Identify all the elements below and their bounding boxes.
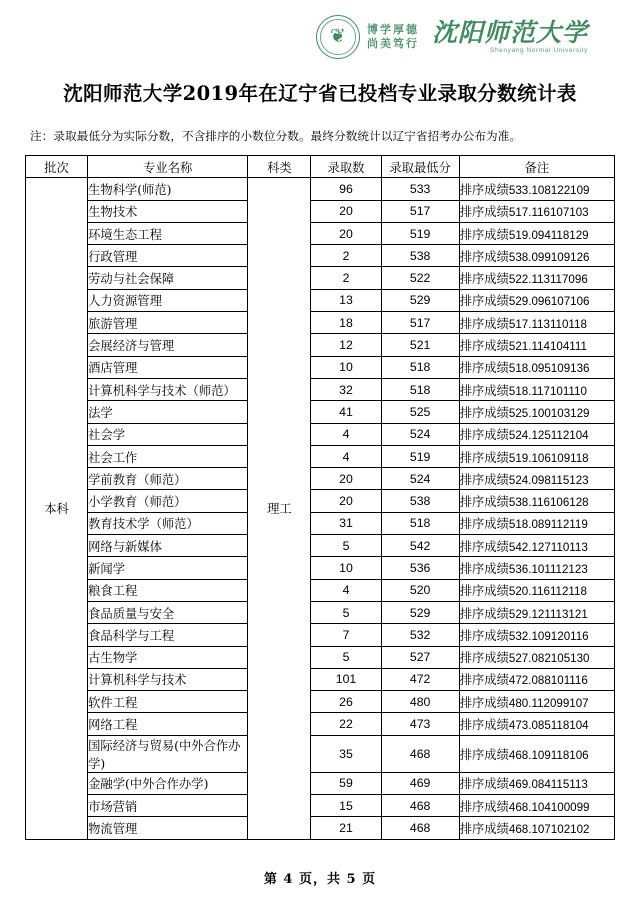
table-row (26, 624, 615, 646)
table-header-row (26, 156, 615, 178)
table-row (26, 713, 615, 735)
table-row (26, 200, 615, 222)
remark-prefix: 排序成绩 (459, 182, 509, 197)
cell-major-name: 计算机科学与技术 (88, 668, 248, 690)
cell-min-score: 517 (381, 200, 459, 222)
cell-admitted-count: 15 (311, 795, 381, 817)
table-row (26, 378, 615, 400)
cell-admitted-count: 35 (311, 735, 381, 772)
remark-prefix: 排序成绩 (459, 799, 509, 814)
cell-min-score: 469 (381, 772, 459, 794)
cell-min-score: 468 (381, 795, 459, 817)
remark-rank-score: 473.085118104 (508, 719, 589, 733)
crest-tree-icon: ❦ (330, 25, 346, 48)
remark-prefix: 排序成绩 (459, 227, 509, 242)
cell-major-name: 会展经济与管理 (88, 334, 248, 356)
cell-remark (459, 200, 614, 222)
remark-prefix: 排序成绩 (459, 718, 509, 733)
cell-major-name: 劳动与社会保障 (88, 267, 248, 289)
remark-rank-score: 529.121113121 (508, 607, 588, 621)
cell-admitted-count: 5 (311, 601, 381, 623)
cell-min-score: 542 (381, 535, 459, 557)
cell-admitted-count: 20 (311, 490, 381, 512)
admission-score-table (25, 155, 615, 840)
remark-rank-score: 536.101112123 (508, 562, 588, 576)
university-motto (367, 23, 419, 51)
cell-remark (459, 178, 614, 200)
cell-min-score: 519 (381, 445, 459, 467)
cell-major-name: 环境生态工程 (88, 222, 248, 244)
cell-admitted-count: 22 (311, 713, 381, 735)
cell-remark (459, 468, 614, 490)
cell-min-score: 524 (381, 468, 459, 490)
cell-min-score: 520 (381, 579, 459, 601)
remark-rank-score: 522.113117096 (508, 273, 588, 287)
cell-remark (459, 646, 614, 668)
remark-prefix: 排序成绩 (459, 361, 509, 376)
cell-min-score: 538 (381, 490, 459, 512)
table-row (26, 468, 615, 490)
cell-min-score: 536 (381, 557, 459, 579)
cell-remark (459, 772, 614, 794)
cell-major-name: 市场营销 (88, 795, 248, 817)
cell-remark (459, 267, 614, 289)
table-row (26, 512, 615, 534)
university-wordmark (432, 19, 588, 55)
remark-rank-score: 468.109118106 (508, 748, 589, 762)
cell-admitted-count: 10 (311, 356, 381, 378)
cell-major-name: 社会学 (88, 423, 248, 445)
cell-admitted-count: 101 (311, 668, 381, 690)
table-row (26, 817, 615, 839)
cell-admitted-count: 13 (311, 289, 381, 311)
cell-min-score: 518 (381, 378, 459, 400)
table-row (26, 267, 615, 289)
page-title: 沈阳师范大学2019年在辽宁省已投档专业录取分数统计表 (63, 82, 577, 105)
score-table-wrapper (0, 155, 640, 840)
motto-line-2: 尚美笃行 (366, 37, 419, 50)
cell-admitted-count: 59 (311, 772, 381, 794)
column-header-remark: 备注 (459, 156, 614, 178)
remark-rank-score: 518.089112119 (508, 518, 588, 532)
table-row (26, 490, 615, 512)
cell-remark (459, 535, 614, 557)
cell-major-name: 教育技术学（师范） (88, 512, 248, 534)
remark-rank-score: 529.096107106 (508, 295, 590, 309)
cell-major-name: 物流管理 (88, 817, 248, 839)
remark-prefix: 排序成绩 (459, 272, 509, 287)
table-row (26, 601, 615, 623)
cell-admitted-count: 5 (311, 535, 381, 557)
remark-prefix: 排序成绩 (459, 405, 509, 420)
cell-admitted-count: 96 (311, 178, 381, 200)
cell-admitted-count: 4 (311, 445, 381, 467)
cell-admitted-count: 31 (311, 512, 381, 534)
remark-prefix: 排序成绩 (459, 249, 509, 264)
remark-rank-score: 517.116107103 (508, 206, 589, 220)
remark-prefix: 排序成绩 (459, 428, 509, 443)
table-row (26, 668, 615, 690)
cell-admitted-count: 18 (311, 312, 381, 334)
cell-remark (459, 222, 614, 244)
cell-remark (459, 735, 614, 772)
cell-min-score: 532 (381, 624, 459, 646)
remark-rank-score: 468.107102102 (508, 822, 590, 836)
remark-prefix: 排序成绩 (459, 539, 509, 554)
remark-rank-score: 469.084115113 (508, 778, 588, 792)
cell-admitted-count: 32 (311, 378, 381, 400)
remark-prefix: 排序成绩 (459, 450, 509, 465)
remark-rank-score: 518.095109136 (508, 362, 590, 376)
table-row (26, 691, 615, 713)
remark-prefix: 排序成绩 (459, 673, 509, 688)
remark-rank-score: 533.108122109 (508, 183, 590, 197)
remark-prefix: 排序成绩 (459, 495, 509, 510)
table-row (26, 222, 615, 244)
cell-remark (459, 445, 614, 467)
cell-major-name: 软件工程 (88, 691, 248, 713)
cell-min-score: 518 (381, 512, 459, 534)
cell-remark (459, 795, 614, 817)
remark-prefix: 排序成绩 (459, 606, 509, 621)
table-row (26, 445, 615, 467)
logo-group (316, 15, 588, 59)
cell-admitted-count: 41 (311, 401, 381, 423)
remark-rank-score: 518.117101110 (508, 384, 587, 398)
cell-remark (459, 668, 614, 690)
remark-rank-score: 524.098115123 (508, 473, 589, 487)
remark-rank-score: 524.125112104 (508, 429, 589, 443)
cell-min-score: 472 (381, 668, 459, 690)
remark-prefix: 排序成绩 (459, 472, 509, 487)
remark-prefix: 排序成绩 (459, 339, 509, 354)
motto-line-1: 博学厚德 (366, 23, 419, 36)
cell-major-name: 学前教育（师范） (88, 468, 248, 490)
remark-rank-score: 519.106109118 (508, 451, 589, 465)
remark-rank-score: 525.100103129 (508, 406, 590, 420)
cell-remark (459, 356, 614, 378)
cell-min-score: 521 (381, 334, 459, 356)
cell-major-name: 新闻学 (88, 557, 248, 579)
column-header-batch: 批次 (26, 156, 88, 178)
column-header-count: 录取数 (311, 156, 381, 178)
cell-major-name: 人力资源管理 (88, 289, 248, 311)
cell-admitted-count: 2 (311, 245, 381, 267)
university-logo-bar (0, 0, 640, 58)
table-row (26, 178, 615, 200)
cell-min-score: 529 (381, 601, 459, 623)
cell-min-score: 525 (381, 401, 459, 423)
remark-prefix: 排序成绩 (459, 777, 509, 792)
table-row (26, 735, 615, 772)
cell-min-score: 522 (381, 267, 459, 289)
remark-prefix: 排序成绩 (459, 517, 509, 532)
remark-prefix: 排序成绩 (459, 294, 509, 309)
table-row (26, 646, 615, 668)
remark-rank-score: 527.082105130 (508, 652, 590, 666)
cell-admitted-count: 4 (311, 423, 381, 445)
remark-rank-score: 538.116106128 (508, 496, 589, 510)
cell-major-name: 旅游管理 (88, 312, 248, 334)
cell-major-name: 生物科学(师范) (88, 178, 248, 200)
cell-admitted-count: 7 (311, 624, 381, 646)
wordmark-chinese: 沈阳师范大学 (431, 18, 588, 47)
remark-rank-score: 542.127110113 (508, 540, 588, 554)
table-row (26, 334, 615, 356)
cell-admitted-count: 26 (311, 691, 381, 713)
table-row (26, 312, 615, 334)
cell-major-name: 社会工作 (88, 445, 248, 467)
cell-admitted-count: 12 (311, 334, 381, 356)
table-row (26, 289, 615, 311)
cell-admitted-count: 20 (311, 200, 381, 222)
remark-prefix: 排序成绩 (459, 747, 509, 762)
cell-remark (459, 245, 614, 267)
cell-admitted-count: 20 (311, 222, 381, 244)
cell-remark (459, 579, 614, 601)
cell-min-score: 527 (381, 646, 459, 668)
cell-remark (459, 401, 614, 423)
cell-major-name: 网络工程 (88, 713, 248, 735)
cell-major-name: 网络与新媒体 (88, 535, 248, 557)
cell-remark (459, 817, 614, 839)
remark-prefix: 排序成绩 (459, 628, 509, 643)
remark-prefix: 排序成绩 (459, 695, 509, 710)
cell-min-score: 518 (381, 356, 459, 378)
cell-remark (459, 512, 614, 534)
cell-major-name: 食品科学与工程 (88, 624, 248, 646)
cell-remark (459, 312, 614, 334)
cell-major-name: 粮食工程 (88, 579, 248, 601)
cell-major-name: 金融学(中外合作办学) (88, 772, 248, 794)
remark-rank-score: 517.113110118 (508, 317, 587, 331)
cell-min-score: 473 (381, 713, 459, 735)
table-row (26, 423, 615, 445)
cell-remark (459, 289, 614, 311)
remark-rank-score: 538.099109126 (508, 250, 590, 264)
remark-prefix: 排序成绩 (459, 821, 509, 836)
cell-admitted-count: 4 (311, 579, 381, 601)
table-body (26, 178, 615, 839)
remark-prefix: 排序成绩 (459, 383, 509, 398)
table-row (26, 401, 615, 423)
table-row (26, 557, 615, 579)
cell-min-score: 480 (381, 691, 459, 713)
remark-prefix: 排序成绩 (459, 205, 509, 220)
cell-min-score: 519 (381, 222, 459, 244)
cell-major-name: 古生物学 (88, 646, 248, 668)
cell-major-name: 国际经济与贸易(中外合作办学) (88, 735, 248, 772)
cell-batch: 本科 (26, 178, 88, 839)
cell-major-name: 计算机科学与技术（师范） (88, 378, 248, 400)
cell-major-name: 行政管理 (88, 245, 248, 267)
cell-admitted-count: 21 (311, 817, 381, 839)
cell-remark (459, 557, 614, 579)
table-row (26, 535, 615, 557)
remark-rank-score: 472.088101116 (508, 674, 588, 688)
cell-remark (459, 691, 614, 713)
cell-remark (459, 490, 614, 512)
cell-min-score: 524 (381, 423, 459, 445)
table-header (26, 156, 615, 178)
cell-min-score: 468 (381, 817, 459, 839)
remark-rank-score: 532.109120116 (508, 629, 589, 643)
remark-rank-score: 468.104100099 (508, 800, 590, 814)
cell-admitted-count: 2 (311, 267, 381, 289)
cell-major-name: 生物技术 (88, 200, 248, 222)
table-row (26, 795, 615, 817)
remark-prefix: 排序成绩 (459, 316, 509, 331)
cell-admitted-count: 5 (311, 646, 381, 668)
cell-remark (459, 624, 614, 646)
cell-min-score: 538 (381, 245, 459, 267)
column-header-major: 专业名称 (88, 156, 248, 178)
table-row (26, 772, 615, 794)
cell-min-score: 517 (381, 312, 459, 334)
cell-min-score: 529 (381, 289, 459, 311)
page-footer: 第 4 页，共 5 页 (263, 872, 377, 887)
cell-admitted-count: 20 (311, 468, 381, 490)
remark-prefix: 排序成绩 (459, 584, 509, 599)
cell-major-name: 酒店管理 (88, 356, 248, 378)
remark-prefix: 排序成绩 (459, 651, 509, 666)
cell-remark (459, 601, 614, 623)
university-crest-icon (316, 15, 360, 59)
table-row (26, 579, 615, 601)
cell-admitted-count: 10 (311, 557, 381, 579)
cell-major-name: 小学教育（师范） (88, 490, 248, 512)
wordmark-english: Shenyang Normal University (490, 47, 588, 54)
column-header-type: 科类 (248, 156, 311, 178)
cell-min-score: 468 (381, 735, 459, 772)
cell-remark (459, 423, 614, 445)
remark-rank-score: 519.094118129 (508, 228, 589, 242)
remark-rank-score: 521.114104111 (508, 340, 587, 354)
note-text: 注：录取最低分为实际分数，不含排序的小数位分数。最终分数统计以辽宁省招考办公布为准。 (30, 129, 522, 143)
remark-prefix: 排序成绩 (459, 561, 509, 576)
remark-rank-score: 480.112099107 (508, 696, 589, 710)
cell-major-name: 食品质量与安全 (88, 601, 248, 623)
cell-remark (459, 378, 614, 400)
table-row (26, 245, 615, 267)
table-row (26, 356, 615, 378)
cell-subject-type: 理工 (248, 178, 311, 839)
cell-major-name: 法学 (88, 401, 248, 423)
cell-remark (459, 334, 614, 356)
cell-remark (459, 713, 614, 735)
remark-rank-score: 520.116112118 (508, 585, 587, 599)
cell-min-score: 533 (381, 178, 459, 200)
column-header-min-score: 录取最低分 (381, 156, 459, 178)
